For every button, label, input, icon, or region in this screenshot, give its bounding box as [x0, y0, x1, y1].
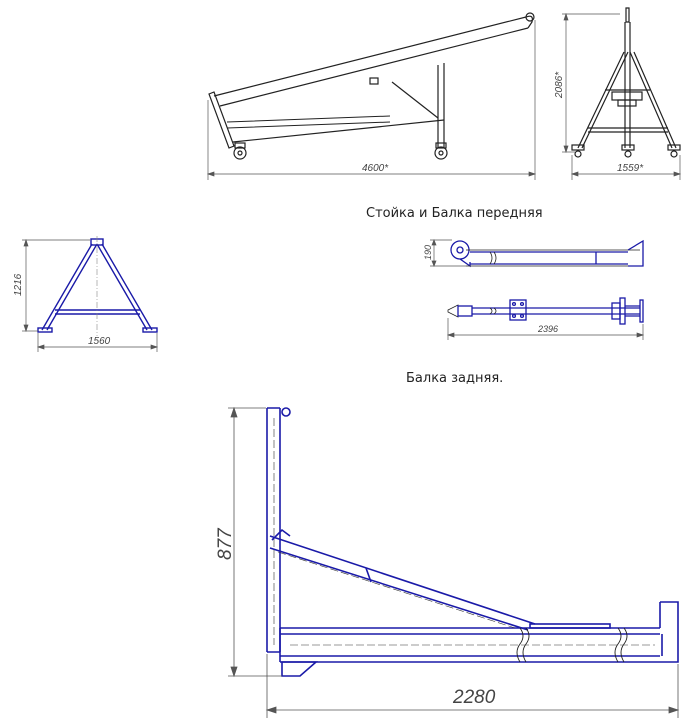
- front-view-assembly: [572, 8, 680, 157]
- label-stand-height: 1216: [13, 273, 24, 296]
- front-beam-top-view: [448, 298, 643, 324]
- label-stand-width: 1560: [88, 336, 111, 347]
- rear-beam-hidden-lines: [274, 418, 655, 645]
- label-front-beam-height: 190: [423, 244, 433, 260]
- dimension-overall-length: [208, 20, 535, 180]
- stand-a-frame: [38, 239, 157, 332]
- caption-stand-front-beam: Стойка и Балка передняя: [366, 206, 543, 221]
- rear-beam-frame: [267, 408, 678, 676]
- dimension-stand-height: [22, 240, 90, 331]
- front-beam-side-view: [451, 241, 643, 266]
- label-front-beam-length: 2396: [538, 324, 559, 334]
- label-rear-length: 2280: [453, 687, 496, 708]
- dimension-overall-height: [562, 14, 620, 152]
- dimension-front-beam-height: [430, 240, 468, 266]
- label-overall-height: 2086*: [554, 71, 565, 98]
- dimension-rear-length: [267, 654, 678, 718]
- side-view-assembly: [209, 13, 534, 159]
- label-rear-height: 877: [215, 528, 236, 560]
- caption-rear-beam: Балка задняя.: [406, 371, 504, 386]
- label-overall-length: 4600*: [362, 163, 389, 174]
- label-overall-width: 1559*: [617, 163, 644, 174]
